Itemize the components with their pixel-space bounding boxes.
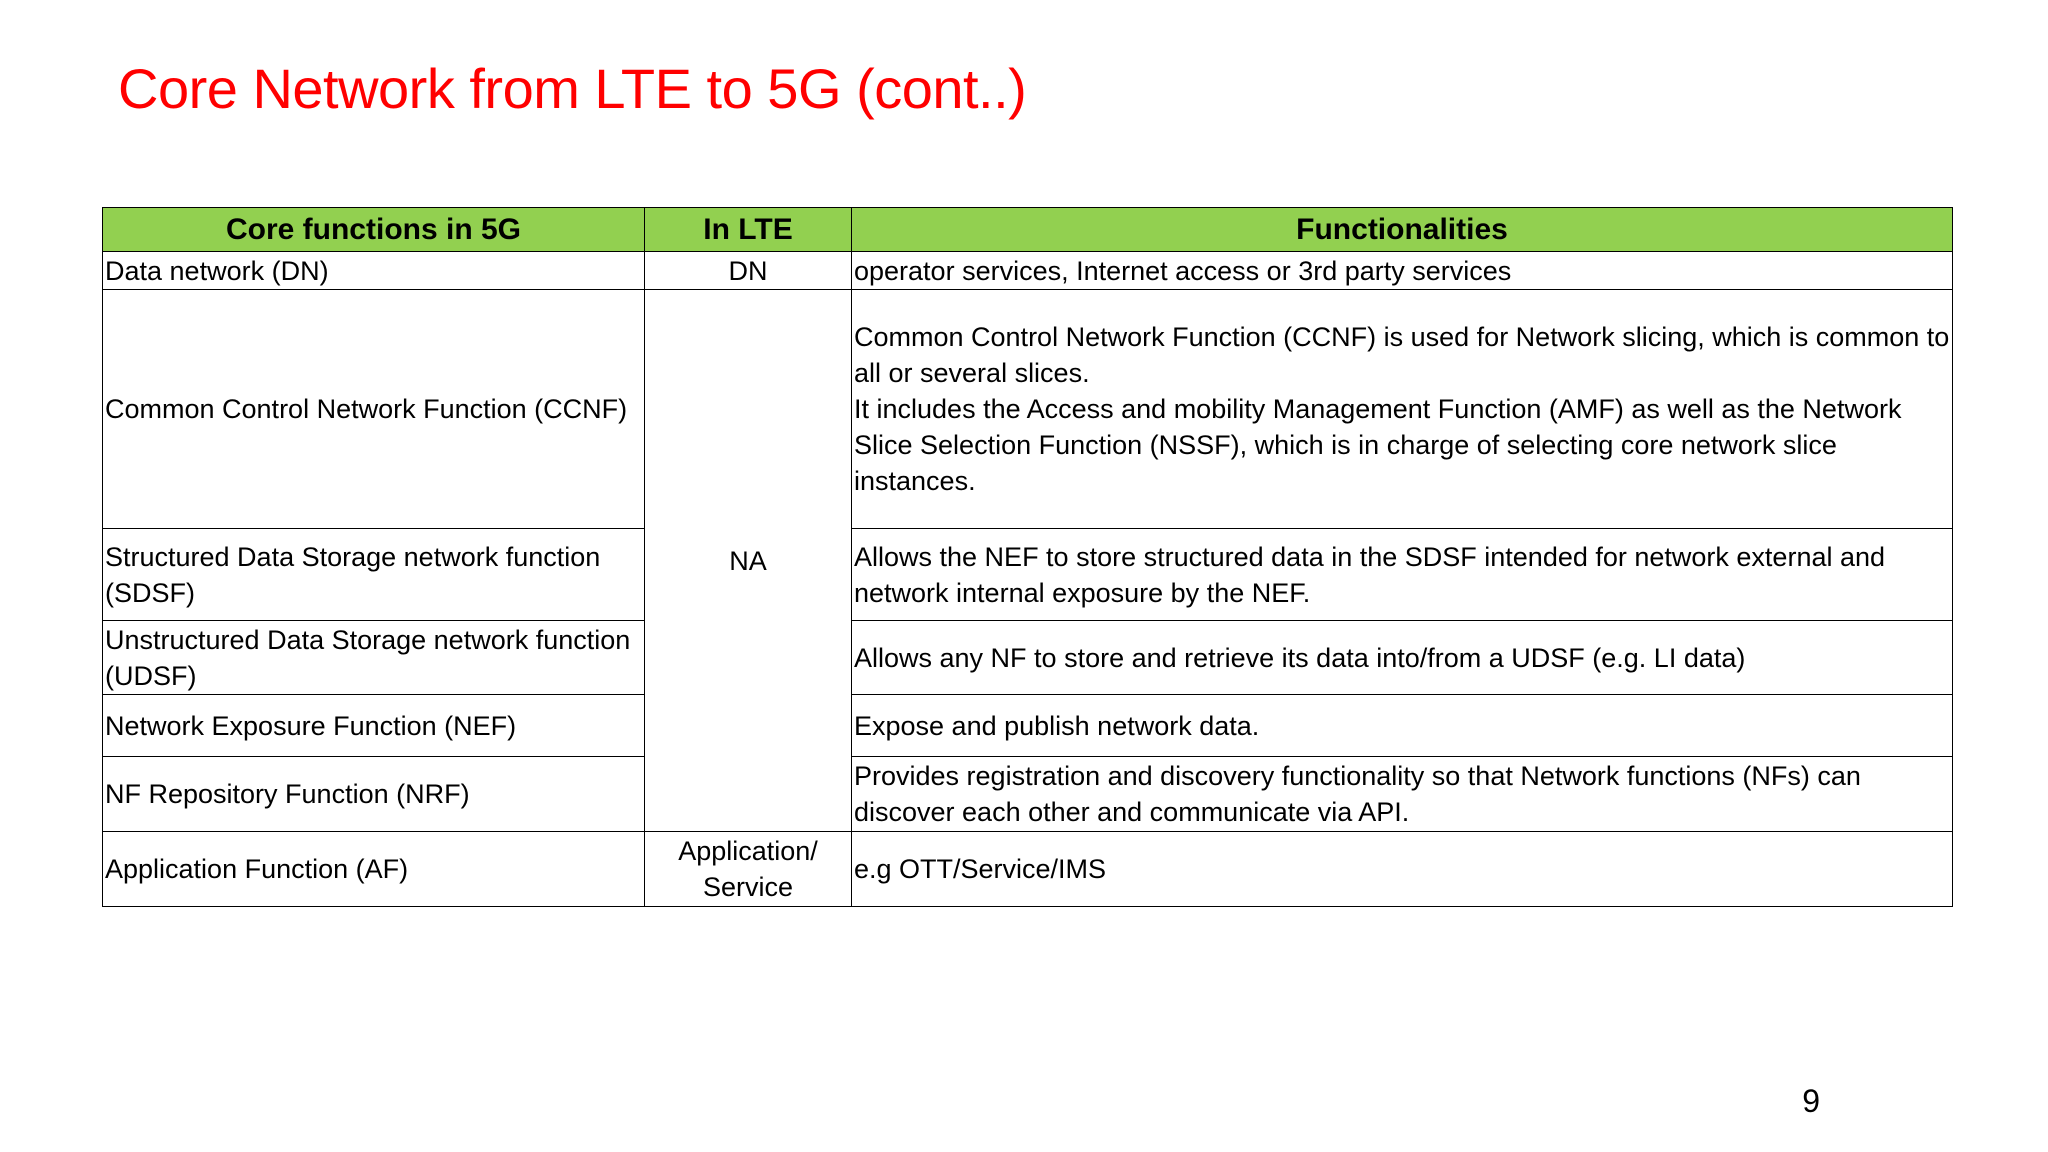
core-function-cell: Network Exposure Function (NEF) xyxy=(103,695,645,757)
table-row-sdsf xyxy=(103,529,1953,621)
functionality-cell: Allows any NF to store and retrieve its data into/from a UDSF (e.g. LI data) xyxy=(852,621,1953,695)
core-function-cell: Data network (DN) xyxy=(103,252,645,290)
table-row-ccnf xyxy=(103,290,1953,529)
functionality-cell: Provides registration and discovery functionality so that Network functions (NFs) can discover each other and communicate via API. xyxy=(852,757,1953,832)
table-row-af xyxy=(103,832,1953,907)
functionality-cell xyxy=(852,290,1953,529)
functionality-cell: operator services, Internet access or 3rd party services xyxy=(852,252,1953,290)
lte-equivalent-cell: DN xyxy=(645,252,852,290)
functionality-line: Common Control Network Function (CCNF) is used for Network slicing, which is common to all or several slices. xyxy=(854,322,1950,388)
lte-equivalent-cell-merged: NA xyxy=(645,290,852,832)
functionality-cell: e.g OTT/Service/IMS xyxy=(852,832,1953,907)
table-row-nef xyxy=(103,695,1953,757)
header-in-lte: In LTE xyxy=(645,208,852,252)
slide-title: Core Network from LTE to 5G (cont..) xyxy=(118,57,1027,120)
core-function-cell: NF Repository Function (NRF) xyxy=(103,757,645,832)
core-function-cell: Unstructured Data Storage network function (UDSF) xyxy=(103,621,645,695)
core-function-cell: Common Control Network Function (CCNF) xyxy=(103,290,645,529)
functionality-cell: Allows the NEF to store structured data in the SDSF intended for network external and network internal exposure by the NEF. xyxy=(852,529,1953,621)
table-row-udsf xyxy=(103,621,1953,695)
core-function-cell: Application Function (AF) xyxy=(103,832,645,907)
page-number: 9 xyxy=(1802,1083,1820,1119)
functionality-line: It includes the Access and mobility Management Function (AMF) as well as the Network Slice Selection Function (NSSF), which is in charge of selecting core network slice instances. xyxy=(854,394,1902,496)
table-row-dn xyxy=(103,252,1953,290)
table-row-nrf xyxy=(103,757,1953,832)
core-functions-table xyxy=(102,207,1953,907)
table-header-row xyxy=(103,208,1953,252)
header-core-functions: Core functions in 5G xyxy=(103,208,645,252)
lte-equivalent-cell: Application/ Service xyxy=(645,832,852,907)
functionality-cell: Expose and publish network data. xyxy=(852,695,1953,757)
core-function-cell: Structured Data Storage network function (SDSF) xyxy=(103,529,645,621)
header-functionalities: Functionalities xyxy=(852,208,1953,252)
